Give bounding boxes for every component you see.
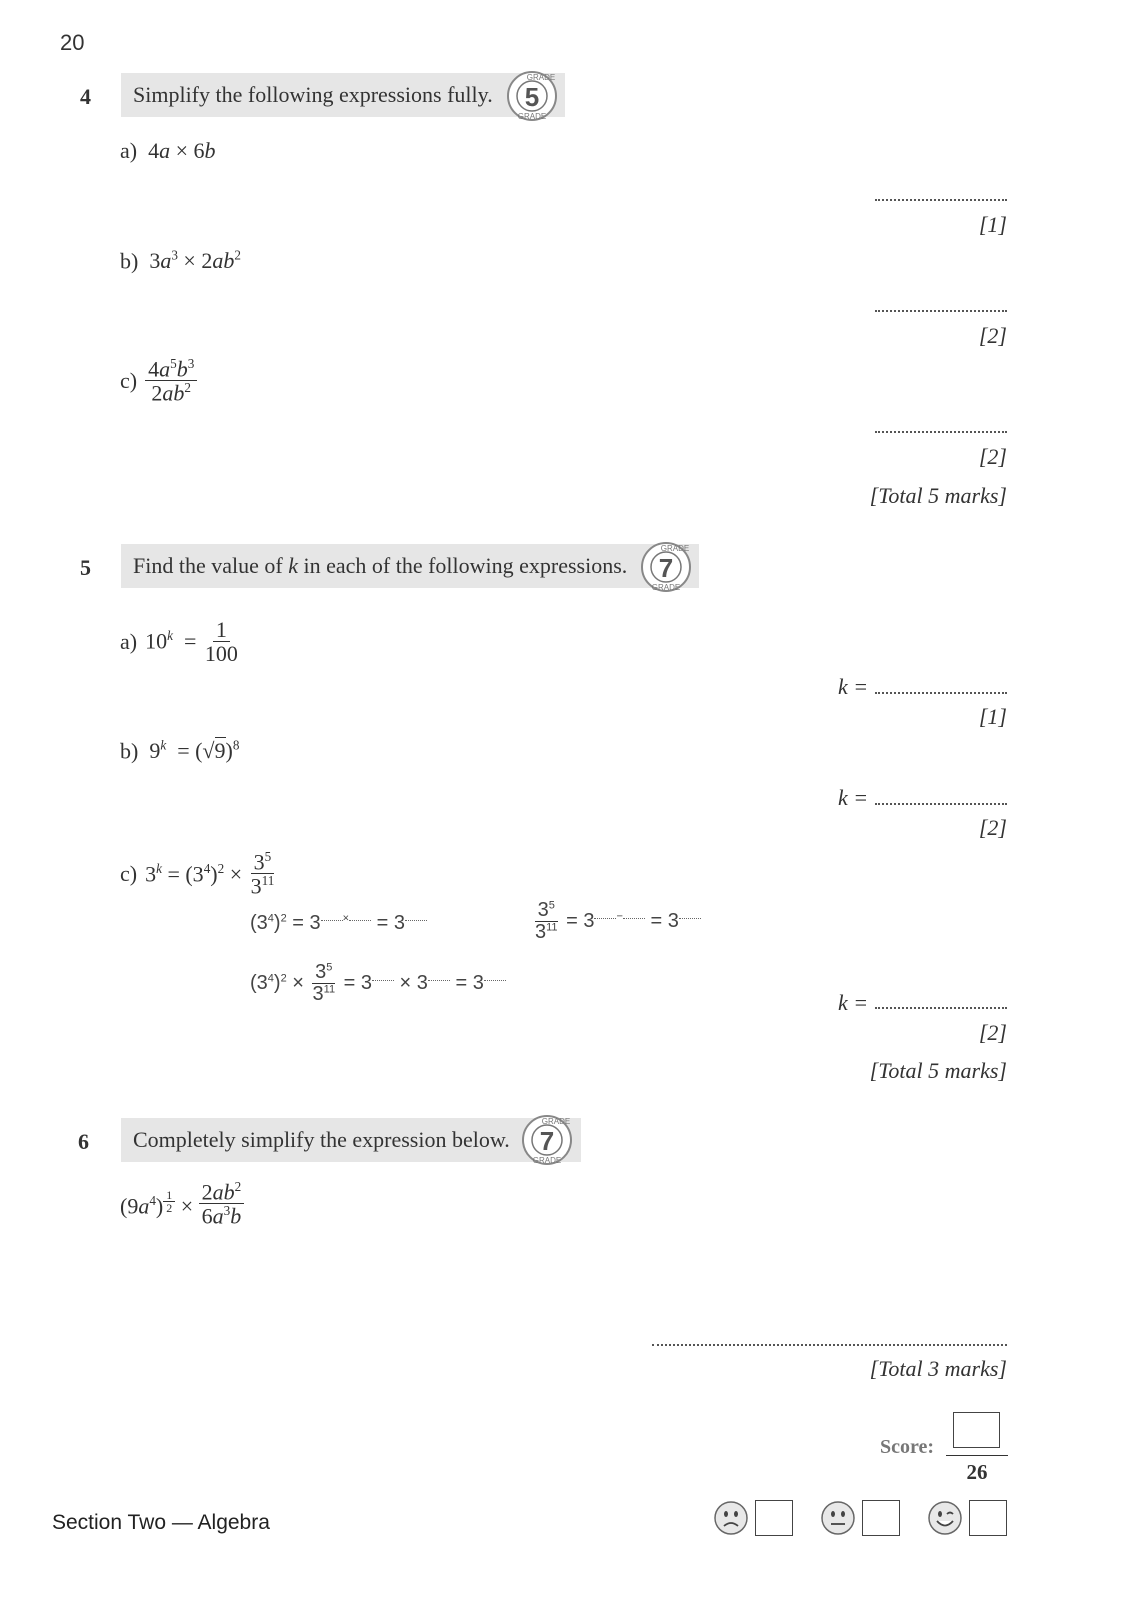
question-4a-label: a)	[120, 138, 138, 163]
question-5a: a) 10$^k$ = $\frac{1}{100}$	[120, 617, 238, 667]
question-6-prompt-box	[121, 1118, 581, 1162]
question-5a-label: a)	[120, 628, 138, 654]
question-5-prompt: Find the value of k in each of the following expressions.	[133, 553, 628, 578]
answer-prefix-5b: k =	[838, 785, 869, 810]
grade-7-number-q6: 7	[539, 1126, 555, 1156]
sad-checkbox[interactable]	[755, 1500, 793, 1536]
question-6-expression: $(9a^4)$ $^{\frac{1}{2}}$ × $\frac{2ab^2}{6a^3b}$	[120, 1180, 244, 1228]
question-5b-label: b)	[120, 738, 139, 764]
question-6-prompt: Completely simplify the expression below.	[133, 1127, 510, 1152]
question-4b	[120, 248, 241, 274]
question-5c-label: c)	[120, 860, 138, 886]
question-5-number: 5	[80, 555, 91, 580]
grade-5-word-bottom: GRADE	[517, 112, 547, 121]
marks-5c: [2]	[978, 1020, 1007, 1045]
grade-5-number: 5	[524, 82, 540, 112]
answer-line-4c[interactable]	[875, 431, 1007, 433]
marks-4a: [1]	[978, 212, 1007, 237]
question-5-prompt-box	[121, 544, 699, 588]
answer-line-5c[interactable]	[875, 1007, 1007, 1009]
question-6-number: 6	[78, 1129, 89, 1154]
hint-division: $\frac{3^5}{3^{11}}$ = 3 − = 3	[532, 900, 701, 943]
score-label: Score:	[880, 1436, 935, 1458]
score-fraction-line	[946, 1455, 1008, 1456]
page-number: 20	[60, 30, 85, 55]
total-marks-5: [Total 5 marks]	[869, 1058, 1007, 1083]
grade-7-badge-icon	[639, 540, 693, 594]
answer-prefix-5a: k =	[838, 674, 869, 699]
question-4b-expression: $3a^3 \times 2ab^2$	[143, 248, 241, 274]
sad-face-icon	[713, 1500, 749, 1536]
marks-5a: [1]	[978, 704, 1007, 729]
question-4a-expression: 4a × 6b	[142, 138, 216, 163]
question-5c-expression: $3^k = (3^4)^2$ ×	[145, 860, 248, 887]
answer-line-4b[interactable]	[875, 310, 1007, 312]
grade-5-word-top: GRADE	[526, 73, 556, 82]
grade-7-word-bottom: GRADE	[651, 583, 681, 592]
question-5a-expression: 10$^k$ =	[145, 628, 202, 654]
marks-5b: [2]	[978, 815, 1007, 840]
hint-combine: $(3^4)^2$ × $\frac{3^5}{3^{11}}$ = 3 × 3 = 3	[250, 962, 506, 1005]
neutral-face-icon	[820, 1500, 856, 1536]
question-5b	[120, 738, 239, 764]
marks-4c: [2]	[978, 444, 1007, 469]
question-4c-label: c)	[120, 367, 138, 393]
grade-7-badge-icon	[520, 1113, 574, 1167]
total-marks-4: [Total 5 marks]	[869, 483, 1007, 508]
hint-power-of-power: $(3^4)^2 = 3$ × = 3	[250, 912, 427, 935]
grade-7-number: 7	[658, 553, 674, 583]
question-4a	[120, 138, 216, 164]
question-4-prompt: Simplify the following expressions fully.	[133, 82, 493, 107]
happy-face-icon	[927, 1500, 963, 1536]
score-out-of: 26	[966, 1460, 988, 1484]
grade-7-word-bottom-q6: GRADE	[532, 1156, 562, 1165]
answer-prefix-5c: k =	[838, 990, 869, 1015]
answer-line-4a[interactable]	[875, 199, 1007, 201]
grade-7-word-top-q6: GRADE	[541, 1117, 571, 1126]
question-4-number: 4	[80, 84, 91, 109]
question-5c: c) $3^k = (3^4)^2$ × $\frac{3^5}{3^{11}}$	[120, 849, 275, 899]
answer-line-5a[interactable]	[875, 692, 1007, 694]
total-marks-6: [Total 3 marks]	[869, 1356, 1007, 1381]
question-4-prompt-box	[121, 73, 565, 117]
neutral-checkbox[interactable]	[862, 1500, 900, 1536]
grade-5-badge-icon	[505, 69, 559, 123]
happy-checkbox[interactable]	[969, 1500, 1007, 1536]
question-4c	[120, 357, 197, 405]
marks-4b: [2]	[978, 323, 1007, 348]
section-footer: Section Two — Algebra	[52, 1511, 270, 1534]
grade-7-word-top: GRADE	[660, 544, 690, 553]
question-4b-label: b)	[120, 248, 139, 274]
answer-line-6[interactable]	[652, 1344, 1007, 1346]
score-input-box[interactable]	[953, 1412, 1000, 1448]
question-4c-fraction: $\frac{4a^5b^3}{2ab^2}$	[145, 357, 197, 405]
question-5b-expression: $9^k = (√9)^8$	[143, 738, 240, 764]
answer-line-5b[interactable]	[875, 803, 1007, 805]
